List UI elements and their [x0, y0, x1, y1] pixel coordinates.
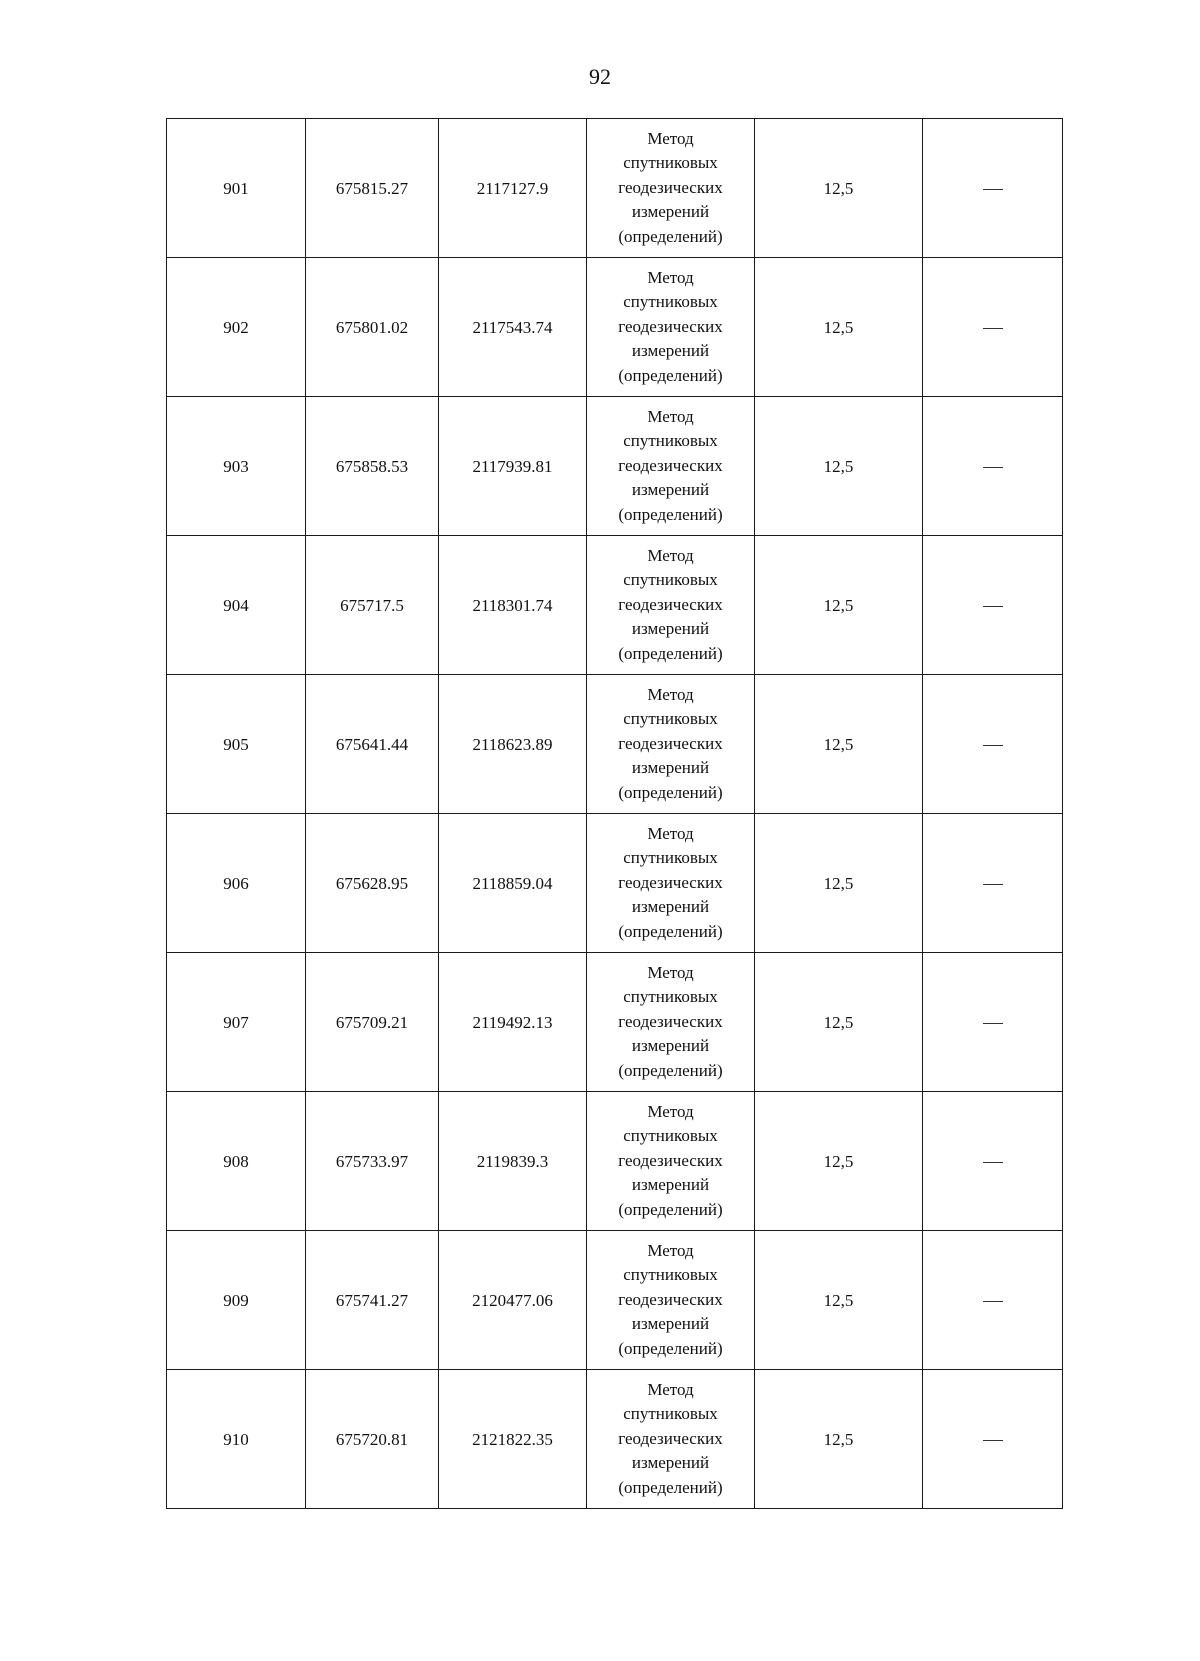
x-coordinate-cell: 675717.5: [306, 536, 439, 675]
dash-mark: [983, 745, 1003, 746]
x-coordinate-cell: 675741.27: [306, 1231, 439, 1370]
table-row: [167, 1370, 1063, 1509]
point-number-cell: 904: [167, 536, 306, 675]
x-coordinate-cell: 675720.81: [306, 1370, 439, 1509]
accuracy-cell: 12,5: [755, 675, 923, 814]
point-number-cell: 902: [167, 258, 306, 397]
accuracy-cell: 12,5: [755, 1370, 923, 1509]
point-number-cell: 908: [167, 1092, 306, 1231]
note-cell: [923, 814, 1063, 953]
y-coordinate-cell: 2117127.9: [439, 119, 587, 258]
method-line: измерений: [631, 1175, 710, 1195]
dash-mark: [983, 1023, 1003, 1024]
note-cell: [923, 397, 1063, 536]
method-line: (определений): [618, 1477, 723, 1497]
x-coordinate-cell: 675858.53: [306, 397, 439, 536]
x-coordinate-cell: 675801.02: [306, 258, 439, 397]
method-line: Метод: [647, 545, 694, 565]
y-coordinate-cell: 2118301.74: [439, 536, 587, 675]
table-row: [167, 953, 1063, 1092]
note-cell: [923, 119, 1063, 258]
method-line: измерений: [631, 341, 710, 361]
method-line: Метод: [647, 1101, 694, 1121]
method-line: спутниковых: [623, 153, 718, 173]
method-line: (определений): [618, 921, 723, 941]
method-line: спутниковых: [623, 292, 718, 312]
method-line: спутниковых: [623, 848, 718, 868]
point-number-cell: 910: [167, 1370, 306, 1509]
method-line: измерений: [631, 202, 710, 222]
y-coordinate-cell: 2120477.06: [439, 1231, 587, 1370]
method-line: геодезических: [618, 1289, 723, 1309]
point-number-cell: 905: [167, 675, 306, 814]
coordinates-table: [166, 118, 1063, 1509]
method-line: измерений: [631, 1453, 710, 1473]
dash-mark: [983, 606, 1003, 607]
dash-mark: [983, 1301, 1003, 1302]
method-line: геодезических: [618, 1428, 723, 1448]
method-line: (определений): [618, 365, 723, 385]
method-line: Метод: [647, 1379, 694, 1399]
dash-mark: [983, 189, 1003, 190]
method-line: (определений): [618, 1338, 723, 1358]
method-line: измерений: [631, 619, 710, 639]
method-cell: [587, 397, 755, 536]
accuracy-cell: 12,5: [755, 536, 923, 675]
method-line: измерений: [631, 1314, 710, 1334]
method-line: (определений): [618, 782, 723, 802]
accuracy-cell: 12,5: [755, 814, 923, 953]
note-cell: [923, 675, 1063, 814]
x-coordinate-cell: 675733.97: [306, 1092, 439, 1231]
accuracy-cell: 12,5: [755, 119, 923, 258]
method-cell: [587, 119, 755, 258]
point-number-cell: 901: [167, 119, 306, 258]
dash-mark: [983, 1440, 1003, 1441]
dash-mark: [983, 884, 1003, 885]
method-line: спутниковых: [623, 1265, 718, 1285]
method-line: спутниковых: [623, 987, 718, 1007]
method-cell: [587, 675, 755, 814]
y-coordinate-cell: 2119492.13: [439, 953, 587, 1092]
method-line: геодезических: [618, 872, 723, 892]
method-line: измерений: [631, 897, 710, 917]
method-line: Метод: [647, 962, 694, 982]
method-cell: [587, 536, 755, 675]
method-cell: [587, 814, 755, 953]
method-line: спутниковых: [623, 1404, 718, 1424]
method-line: геодезических: [618, 733, 723, 753]
accuracy-cell: 12,5: [755, 258, 923, 397]
accuracy-cell: 12,5: [755, 1231, 923, 1370]
x-coordinate-cell: 675815.27: [306, 119, 439, 258]
method-cell: [587, 1092, 755, 1231]
y-coordinate-cell: 2117543.74: [439, 258, 587, 397]
method-line: геодезических: [618, 316, 723, 336]
method-line: Метод: [647, 267, 694, 287]
method-cell: [587, 1370, 755, 1509]
dash-mark: [983, 467, 1003, 468]
method-line: (определений): [618, 1199, 723, 1219]
table-row: [167, 397, 1063, 536]
method-line: (определений): [618, 1060, 723, 1080]
dash-mark: [983, 1162, 1003, 1163]
method-line: (определений): [618, 226, 723, 246]
note-cell: [923, 1092, 1063, 1231]
method-line: спутниковых: [623, 709, 718, 729]
method-cell: [587, 258, 755, 397]
method-line: Метод: [647, 1240, 694, 1260]
method-cell: [587, 953, 755, 1092]
y-coordinate-cell: 2119839.3: [439, 1092, 587, 1231]
x-coordinate-cell: 675628.95: [306, 814, 439, 953]
y-coordinate-cell: 2117939.81: [439, 397, 587, 536]
accuracy-cell: 12,5: [755, 397, 923, 536]
y-coordinate-cell: 2118859.04: [439, 814, 587, 953]
accuracy-cell: 12,5: [755, 953, 923, 1092]
method-line: измерений: [631, 480, 710, 500]
method-line: (определений): [618, 504, 723, 524]
method-line: Метод: [647, 128, 694, 148]
method-line: Метод: [647, 406, 694, 426]
dash-mark: [983, 328, 1003, 329]
y-coordinate-cell: 2118623.89: [439, 675, 587, 814]
method-line: спутниковых: [623, 570, 718, 590]
accuracy-cell: 12,5: [755, 1092, 923, 1231]
page-number: 92: [589, 64, 611, 89]
method-line: Метод: [647, 823, 694, 843]
table-row: [167, 675, 1063, 814]
method-line: спутниковых: [623, 431, 718, 451]
method-line: Метод: [647, 684, 694, 704]
method-line: измерений: [631, 758, 710, 778]
x-coordinate-cell: 675641.44: [306, 675, 439, 814]
note-cell: [923, 1370, 1063, 1509]
table-row: [167, 1231, 1063, 1370]
table-row: [167, 536, 1063, 675]
method-line: геодезических: [618, 177, 723, 197]
method-line: (определений): [618, 643, 723, 663]
point-number-cell: 906: [167, 814, 306, 953]
point-number-cell: 907: [167, 953, 306, 1092]
method-line: измерений: [631, 1036, 710, 1056]
method-line: спутниковых: [623, 1126, 718, 1146]
note-cell: [923, 536, 1063, 675]
table-row: [167, 814, 1063, 953]
x-coordinate-cell: 675709.21: [306, 953, 439, 1092]
method-line: геодезических: [618, 1011, 723, 1031]
table-row: [167, 258, 1063, 397]
point-number-cell: 903: [167, 397, 306, 536]
method-line: геодезических: [618, 594, 723, 614]
table-body: [167, 119, 1063, 1509]
note-cell: [923, 1231, 1063, 1370]
method-line: геодезических: [618, 1150, 723, 1170]
table-row: [167, 119, 1063, 258]
y-coordinate-cell: 2121822.35: [439, 1370, 587, 1509]
method-line: геодезических: [618, 455, 723, 475]
note-cell: [923, 953, 1063, 1092]
table-row: [167, 1092, 1063, 1231]
method-cell: [587, 1231, 755, 1370]
note-cell: [923, 258, 1063, 397]
point-number-cell: 909: [167, 1231, 306, 1370]
